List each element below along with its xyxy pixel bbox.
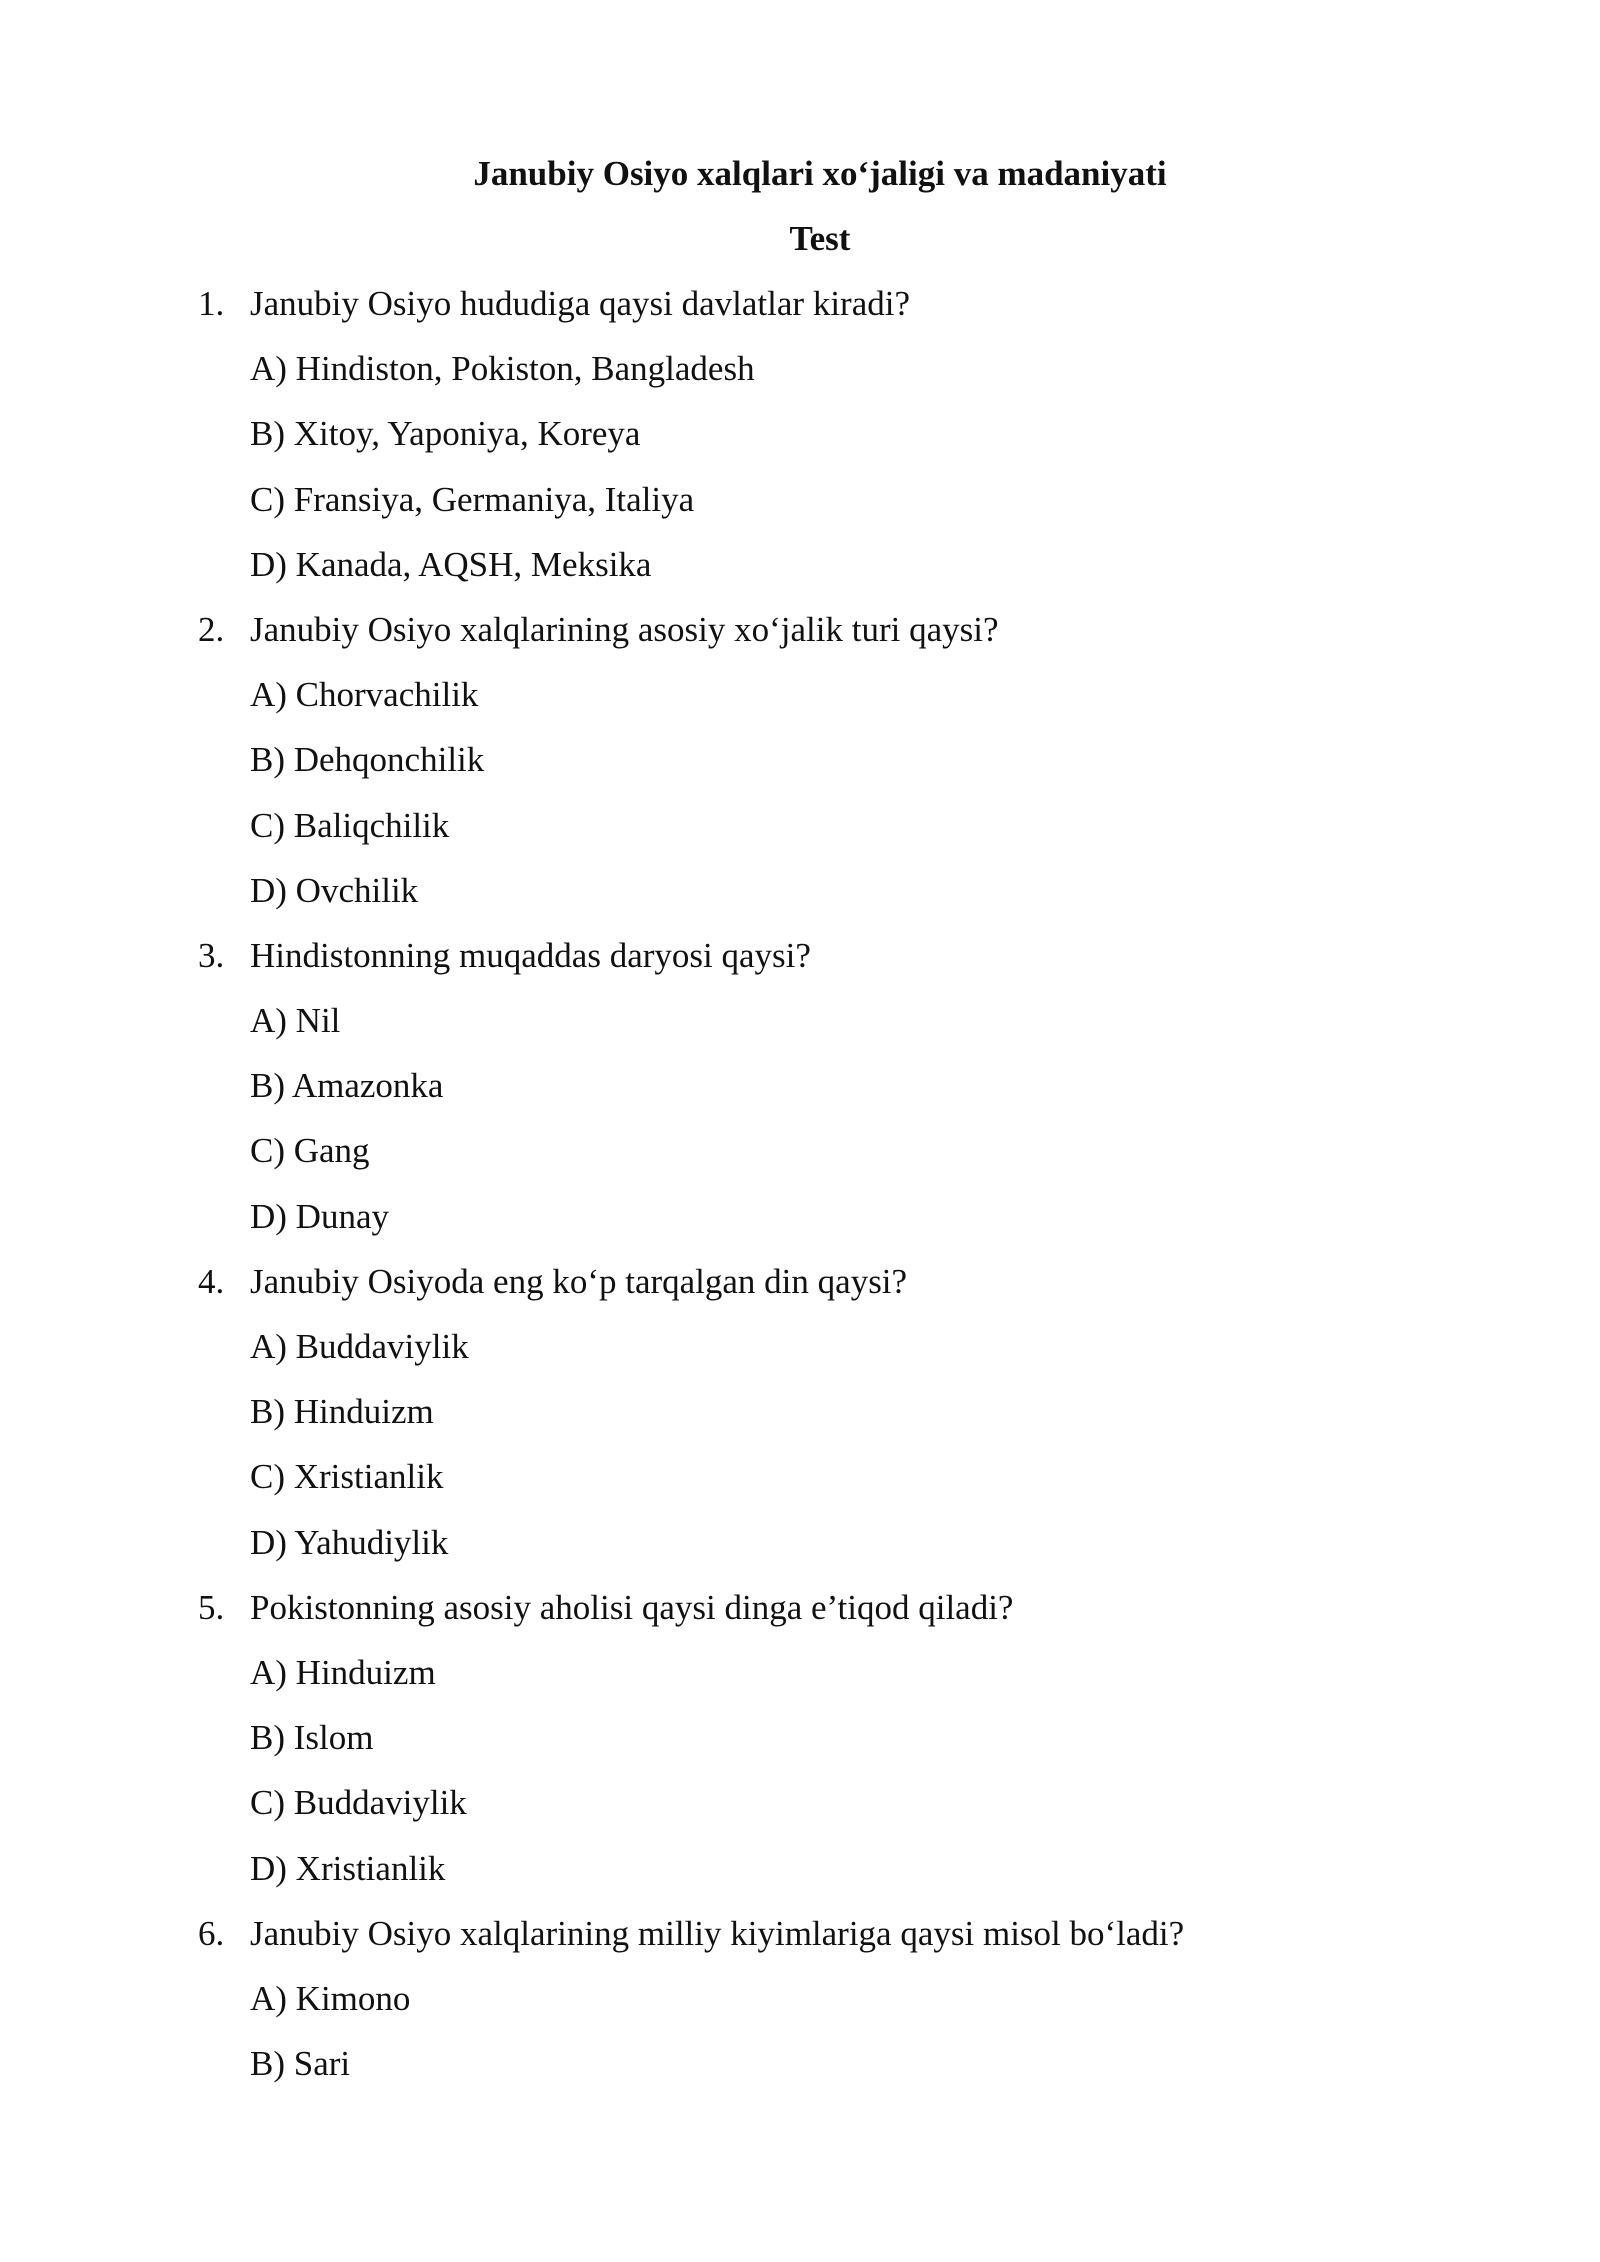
answer-option: D) Dunay (250, 1196, 389, 1236)
answer-options (198, 1327, 1458, 1588)
question-item (198, 1588, 1458, 1914)
answer-option: D) Yahudiylik (250, 1522, 449, 1562)
answer-option: D) Ovchilik (250, 870, 419, 910)
question-number: 5. (198, 1587, 225, 1627)
question-item (198, 610, 1458, 936)
question-line (198, 284, 1458, 349)
document-subtitle: Test (789, 219, 851, 258)
answer-option: D) Xristianlik (250, 1848, 446, 1888)
answer-option: B) Amazonka (250, 1066, 444, 1106)
answer-option: B) Xitoy, Yaponiya, Koreya (250, 414, 641, 454)
answer-option: B) Islom (250, 1718, 374, 1758)
answer-option: A) Chorvachilik (250, 675, 479, 715)
answer-option: C) Fransiya, Germaniya, Italiya (250, 479, 695, 519)
answer-options (198, 1979, 1458, 2109)
question-text: Janubiy Osiyo hududiga qaysi davlatlar kiradi? (250, 284, 910, 323)
question-text: Janubiy Osiyoda eng ko‘p tarqalgan din qaysi? (250, 1261, 908, 1301)
question-number: 2. (198, 609, 225, 649)
question-item (198, 284, 1458, 610)
answer-option: A) Hindiston, Pokiston, Bangladesh (250, 349, 755, 389)
answer-option: A) Hinduizm (250, 1652, 436, 1692)
answer-option: B) Dehqonchilik (250, 740, 485, 780)
answer-option: A) Nil (250, 1001, 341, 1041)
question-line (198, 1588, 1458, 1653)
question-list (198, 284, 1458, 2109)
answer-options (198, 349, 1458, 610)
answer-option: A) Kimono (250, 1978, 411, 2018)
question-text: Janubiy Osiyo xalqlarining asosiy xo‘jalik turi qaysi? (250, 609, 999, 649)
answer-options (198, 675, 1458, 936)
answer-options (198, 1001, 1458, 1262)
answer-option: B) Hinduizm (250, 1392, 434, 1432)
question-number: 4. (198, 1261, 225, 1301)
question-item (198, 1914, 1458, 2110)
question-number: 3. (198, 935, 225, 975)
question-number: 1. (198, 284, 225, 323)
answer-option: C) Baliqchilik (250, 805, 450, 845)
answer-option: D) Kanada, AQSH, Meksika (250, 544, 652, 584)
question-number: 6. (198, 1913, 225, 1953)
answer-option: A) Buddaviylik (250, 1327, 469, 1366)
question-line (198, 610, 1458, 675)
answer-option: C) Buddaviylik (250, 1783, 467, 1823)
question-item (198, 1262, 1458, 1588)
document-title: Janubiy Osiyo xalqlari xo‘jaligi va madaniyati (473, 154, 1167, 193)
question-line (198, 1914, 1458, 1979)
question-text: Pokistonning asosiy aholisi qaysi dinga e’tiqod qiladi? (250, 1587, 1014, 1627)
answer-option: C) Gang (250, 1131, 370, 1171)
question-text: Hindistonning muqaddas daryosi qaysi? (250, 935, 811, 975)
question-item (198, 936, 1458, 1262)
question-line (198, 1262, 1458, 1327)
answer-options (198, 1653, 1458, 1914)
answer-option: C) Xristianlik (250, 1457, 444, 1497)
question-line (198, 936, 1458, 1001)
question-text: Janubiy Osiyo xalqlarining milliy kiyimlariga qaysi misol bo‘ladi? (250, 1913, 1185, 1953)
answer-option: B) Sari (250, 2044, 351, 2084)
